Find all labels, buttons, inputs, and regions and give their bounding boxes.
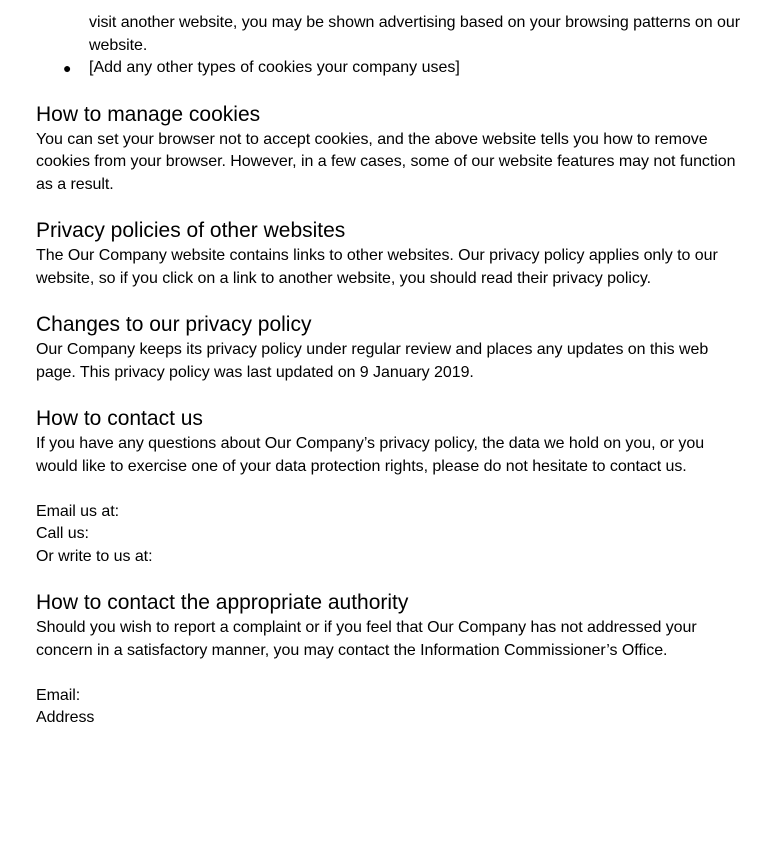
call-us-label: Call us: bbox=[36, 525, 89, 542]
body-authority: Should you wish to report a complaint or if you feel that Our Company has not addressed your concern in a satisfactory manner, you may contact the Information Commissioner’s Office. bbox=[36, 619, 697, 659]
spacer bbox=[36, 662, 746, 685]
bullet-list-item bbox=[36, 57, 746, 80]
heading-manage-cookies: How to manage cookies bbox=[36, 102, 261, 126]
section-authority bbox=[36, 590, 746, 730]
spacer bbox=[36, 478, 746, 501]
heading-contact-us: How to contact us bbox=[36, 407, 203, 430]
document-page bbox=[36, 12, 746, 730]
section-contact-us bbox=[36, 406, 746, 568]
body-manage-cookies: You can set your browser not to accept cookies, and the above website tells you how to remove cookies from your browser. However, in a few cases, some of our website features may not function as a result. bbox=[36, 130, 736, 193]
bullet-text: [Add any other types of cookies your company uses] bbox=[89, 59, 460, 76]
write-us-label: Or write to us at: bbox=[36, 547, 153, 565]
bullet-icon: ● bbox=[63, 60, 72, 76]
section-manage-cookies bbox=[36, 102, 746, 197]
heading-other-websites: Privacy policies of other websites bbox=[36, 219, 346, 242]
heading-authority: How to contact the appropriate authority bbox=[36, 591, 409, 614]
continued-paragraph: visit another website, you may be shown advertising based on your browsing patterns on our website. bbox=[89, 14, 740, 54]
body-changes: Our Company keeps its privacy policy under regular review and places any updates on this web page. This privacy policy was last updated on 9 January 2019. bbox=[36, 341, 709, 381]
body-contact-us: If you have any questions about Our Company’s privacy policy, the data we hold on you, or you would like to exercise one of your data protection rights, please do not hesitate to contact us. bbox=[36, 435, 705, 475]
email-us-label: Email us at: bbox=[36, 502, 119, 520]
authority-email-label: Email: bbox=[36, 686, 81, 704]
section-other-websites bbox=[36, 218, 746, 290]
body-other-websites: The Our Company website contains links to other websites. Our privacy policy applies only to our website, so if you click on a link to another website, you should read their privacy policy. bbox=[36, 247, 718, 287]
section-changes bbox=[36, 312, 746, 384]
authority-address-label: Address bbox=[36, 709, 95, 726]
heading-changes: Changes to our privacy policy bbox=[36, 313, 312, 336]
